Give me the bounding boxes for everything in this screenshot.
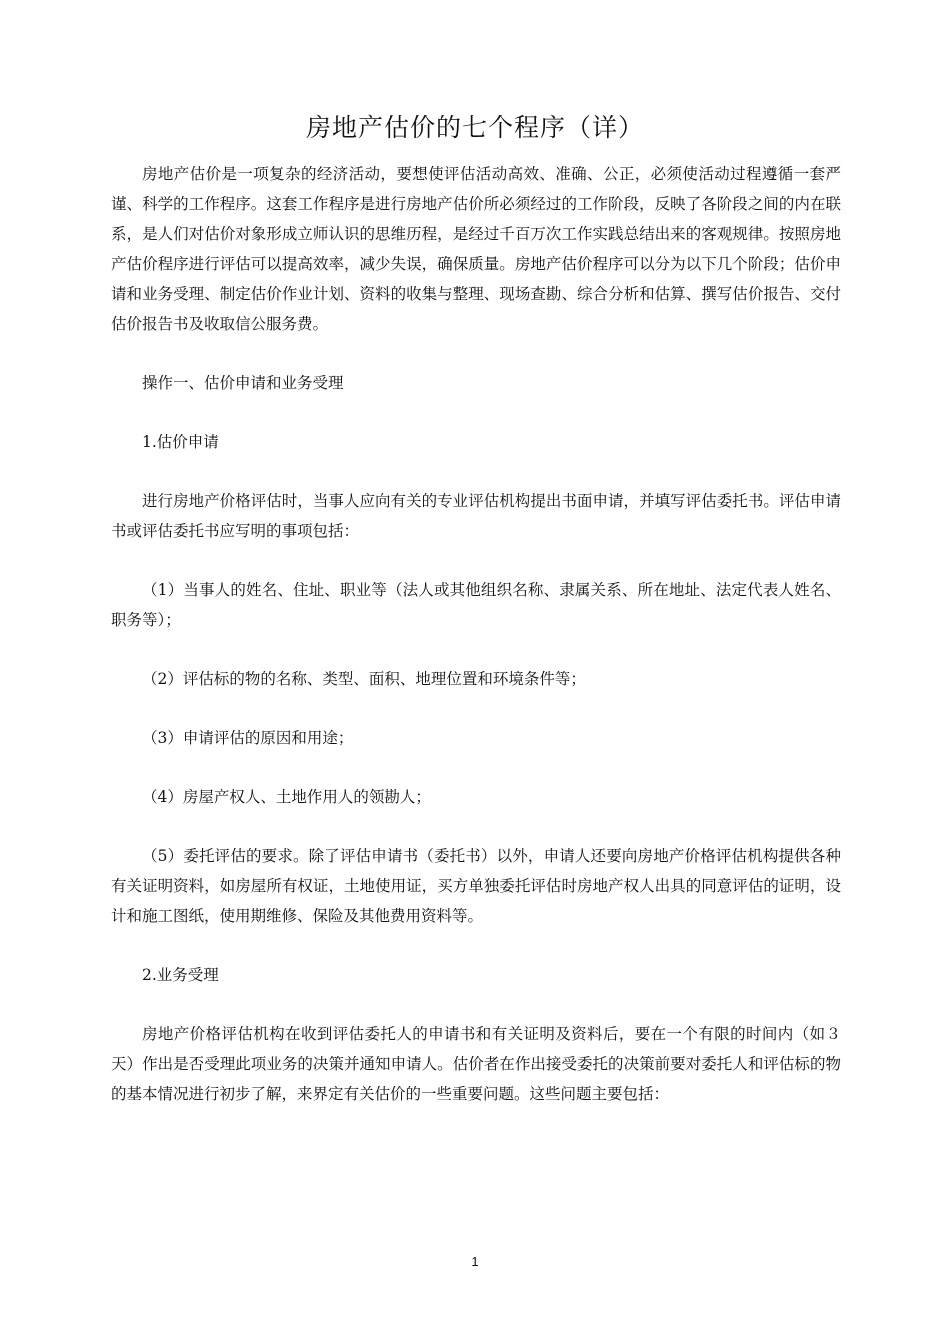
subheading-valuation-application: 1.估价申请 (142, 433, 219, 451)
subheading-business-acceptance: 2.业务受理 (142, 966, 219, 984)
list-item-4: （4）房屋产权人、土地作用人的领勘人； (142, 788, 431, 806)
list-item-1: （1）当事人的姓名、住址、职业等（法人或其他组织名称、隶属关系、所在地址、法定代表人姓名、职务等）； (111, 581, 841, 629)
intro-paragraph: 房地产估价是一项复杂的经济活动，要想使评估活动高效、准确、公正，必须使活动过程遵循一套严谨、科学的工作程序。这套工作程序是进行房地产估价所必须经过的工作阶段，反映了各阶段之间的内在联系，是人们对估价对象形成立师认识的思维历程，是经过千百万次工作实践总结出来的客观规律。按照房地产估价程序进行评估可以提高效率，减少失误，确保质量。房地产估价程序可以分为以下几个阶段；估价申请和业务受理、制定估价作业计划、资料的收集与整理、现场查勘、综合分析和估算、撰写估价报告、交付估价报告书及收取信公服务费。 (111, 165, 841, 333)
list-item-2: （2）评估标的物的名称、类型、面积、地理位置和环境条件等； (142, 670, 586, 688)
page-title: 房地产估价的七个程序（详） (305, 113, 644, 142)
acceptance-paragraph: 房地产价格评估机构在收到评估委托人的申请书和有关证明及资料后，要在一个有限的时间内（如３天）作出是否受理此项业务的决策并通知申请人。估价者在作出接受委托的决策前要对委托人和评估标的物的基本情况进行初步了解，来界定有关估价的一些重要问题。这些问题主要包括： (111, 1025, 841, 1103)
list-item-5: （5）委托评估的要求。除了评估申请书（委托书）以外，申请人还要向房地产价格评估机构提供各种有关证明资料，如房屋所有权证，土地使用证，买方单独委托评估时房地产权人出具的同意评估的证明，设计和施工图纸，使用期维修、保险及其他费用资料等。 (111, 847, 841, 925)
document-body (111, 159, 841, 1109)
application-paragraph: 进行房地产价格评估时，当事人应向有关的专业评估机构提出书面申请，并填写评估委托书。评估申请书或评估委托书应写明的事项包括： (111, 492, 841, 540)
page-number: 1 (471, 1254, 479, 1269)
section-heading-operation-one: 操作一、估价申请和业务受理 (142, 374, 344, 392)
list-item-3: （3）申请评估的原因和用途； (142, 729, 354, 747)
